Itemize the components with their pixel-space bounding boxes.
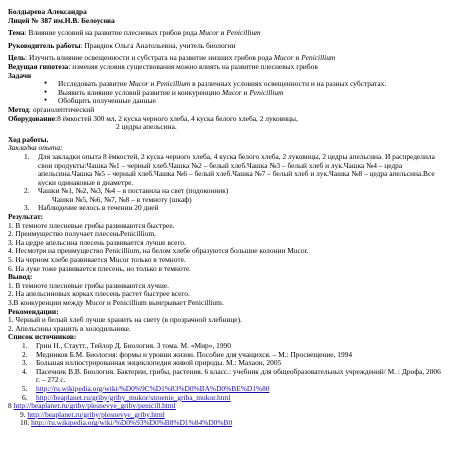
supervisor-line <box>8 42 445 51</box>
plan-number: 2. <box>24 186 30 196</box>
result-item: 2. Преимущество получает плесеньPenicillium. <box>8 229 156 239</box>
goal-genus-penicillium: Penicillium <box>301 53 336 63</box>
plan-text: Чашки №1, №2, №3, №4 – в поставила на свет (подоконник) <box>38 186 229 196</box>
source-link[interactable]: http://ru.wikipedia.org/wiki/%D0%9C%D1%83%D0%BA%D0%BE%D1%80 <box>36 383 270 393</box>
conclusion-item: 3.В конкуренции между Mucor и Penicillium выигрывает Penicillium. <box>8 298 224 307</box>
source-number: 2. <box>22 349 28 359</box>
recommend-item: 1. Черный и белый хлеб лучше хранить на свету (в прозрачной хлебнице). <box>8 315 242 325</box>
topic-genus-mucor: Mucor <box>199 28 219 38</box>
conclusion-item: 2. На апельсиновых корках плесень растет быстрее всего. <box>8 289 190 299</box>
source-link[interactable]: http://beaplanet.ru/griby/plesnevye_griby.html <box>27 409 165 419</box>
topic-line <box>8 29 445 38</box>
equipment-line <box>8 115 445 124</box>
result-item: 3. На цедре апельсина плесень развивается лучше всего. <box>8 237 186 247</box>
equipment-label: Оборудование <box>8 113 56 123</box>
plan-item <box>24 153 445 187</box>
plan-text: Наблюдение велось в течении 20 дней <box>38 203 159 213</box>
goal-text: : Изучить влияние освещенности и субстрата на развитие низших грибов рода <box>25 53 274 63</box>
task-text: Выявить влияние условий развитие и конкуренцию <box>58 87 222 97</box>
source-link[interactable]: http://ru.wikipedia.org/wiki/%D0%93%D0%B8%D1%84%D0%B0 <box>31 418 233 428</box>
task-rest: в различных условиях освещенности и на разных субстратах. <box>190 79 387 89</box>
task-genus-mucor: Mucor <box>128 79 149 89</box>
goal-label: Цель <box>8 53 26 63</box>
task-text: Исследовать развитие <box>58 79 129 89</box>
task-and: и <box>241 87 250 97</box>
task-text: Обобщить полученные данные <box>58 96 156 106</box>
source-number: 1. <box>22 340 28 350</box>
result-item: 5. На черном хлебе развивается Mucor только в темноте. <box>8 255 186 265</box>
bookmark-label: Закладка опыта: <box>8 143 63 153</box>
source-item <box>22 368 445 385</box>
source-number: 8 <box>8 401 12 411</box>
plan-subtext: Чашки №5, №6, №7, №8 – в темноту (шкаф) <box>52 194 192 204</box>
topic-and: и <box>218 28 227 38</box>
topic-genus-penicillium: Penicillium <box>226 28 261 38</box>
task-and: и <box>148 79 157 89</box>
source-number: 3. <box>22 358 28 368</box>
source-number: 10. <box>20 418 30 428</box>
source-item <box>22 394 445 403</box>
hypothesis-text: : изменяя условия существования можно влиять на развитие плесневых грибов <box>68 61 318 71</box>
goal-and: и <box>293 53 302 63</box>
conclusion-label: Вывод: <box>8 272 33 282</box>
task-item <box>44 97 445 106</box>
source-text: Медников Б.М. Биология: формы и уровни жизни. Пособие для учащихся. – М.: Просвещение, 1994 <box>36 349 353 359</box>
source-text: Большая иллюстрированная энциклопедия живой природы. М.: Махаон, 2005 <box>36 358 282 368</box>
task-genus-penicillium: Penicillium <box>249 87 284 97</box>
recommend-label: Рекомендации: <box>8 306 59 316</box>
plan-item <box>24 204 445 213</box>
source-text: Пасечник В.В. Биология. Бактерии, грибы, растения. 6 класс.: учебник для общеобразовательных учреждений/ М. : Дрофа, 2006 г. – 272 с. <box>36 366 441 385</box>
conclusion-item: 1. В темноте плесневые грибы развиваются лучше. <box>8 280 169 290</box>
plan-list <box>8 153 445 213</box>
plan-text: Для закладки опыта 8 ёмкостей, 2 куска черного хлеба, 4 куска белого хлеба, 2 луковицы, 2 цедры апельсина. И распределила свои продукты:Чашка №1 – черный хлеб.Чашка №2 – белый хлеб.Чашка №3 – белый хлеб и лук.Чашка №4 – цедра апельсина.Чашка №5 – черный хлеб.Чашка №6 – белый хлеб.Чашка №7 – белый хлеб и лук.Чашка №8 – цедра апельсина.Все куски одинаковые в диаметре. <box>38 151 435 187</box>
topic-label: Тема <box>8 28 25 38</box>
hypothesis-line <box>8 63 445 72</box>
result-item: 1. В темноте плесневые грибы развиваются быстрее. <box>8 220 175 230</box>
plan-item <box>24 187 445 204</box>
result-item: 6. На луке тоже развивается плесень, но только в темноте. <box>8 263 191 273</box>
school-name: Лицей № 387 им.Н.В. Белоусова <box>8 15 115 25</box>
source-item-10 <box>8 419 445 428</box>
method-label: Метод <box>8 104 29 114</box>
topic-text: : Влияние условий на развитие плесневых грибов рода <box>24 28 200 38</box>
source-number: 5. <box>22 383 28 393</box>
method-text: : органолептический <box>28 104 95 114</box>
plan-number: 1. <box>24 151 30 161</box>
goal-genus-mucor: Mucor <box>273 53 294 63</box>
supervisor-label: Руководитель работы <box>8 40 81 50</box>
source-number: 4. <box>22 366 28 376</box>
progress-label: Ход работы. <box>8 134 49 144</box>
source-link[interactable]: http://beaplanet.ru/griby/griby_mukor/stroenie_griba_mukor.html <box>36 392 231 402</box>
equipment-text: :8 ёмкостей 300 мл, 2 куска черного хлеба, 4 куска белого хлеба, 2 луковицы, <box>55 113 298 123</box>
supervisor-text: : Правдюк Ольга Анатольевна, учитель биологии <box>80 40 236 50</box>
sources-label: Список источников: <box>8 332 77 342</box>
result-item: 4. Несмотря на преимущество Penicillium, на белом хлебе образуются большие колонии Mucor. <box>8 246 309 256</box>
author-name: Болдырева Александра <box>8 7 87 16</box>
source-number: 6. <box>22 392 28 402</box>
source-number: 9. <box>20 409 26 419</box>
source-link[interactable]: http://beaplanet.ru/griby/plesnevye_griby/penicill.html <box>13 401 176 411</box>
plan-number: 3. <box>24 203 30 213</box>
task-genus-mucor: Mucor <box>221 87 242 97</box>
equipment-line-2: 2 цедры апельсина. <box>116 122 177 132</box>
tasks-label: Задачи <box>8 70 32 80</box>
result-label: Результат: <box>8 212 44 222</box>
task-genus-penicillium: Penicillium <box>156 79 191 89</box>
tasks-list <box>8 80 445 106</box>
sources-list <box>8 342 445 402</box>
hypothesis-label: Ведущая гипотеза <box>8 61 69 71</box>
source-text: Грин Н., Стаутт., Тейлор Д. Биология. 3 тома. М. «Мир», 1990 <box>36 340 231 350</box>
recommend-item: 2. Апельсины хранить в холодильнике. <box>8 323 131 333</box>
